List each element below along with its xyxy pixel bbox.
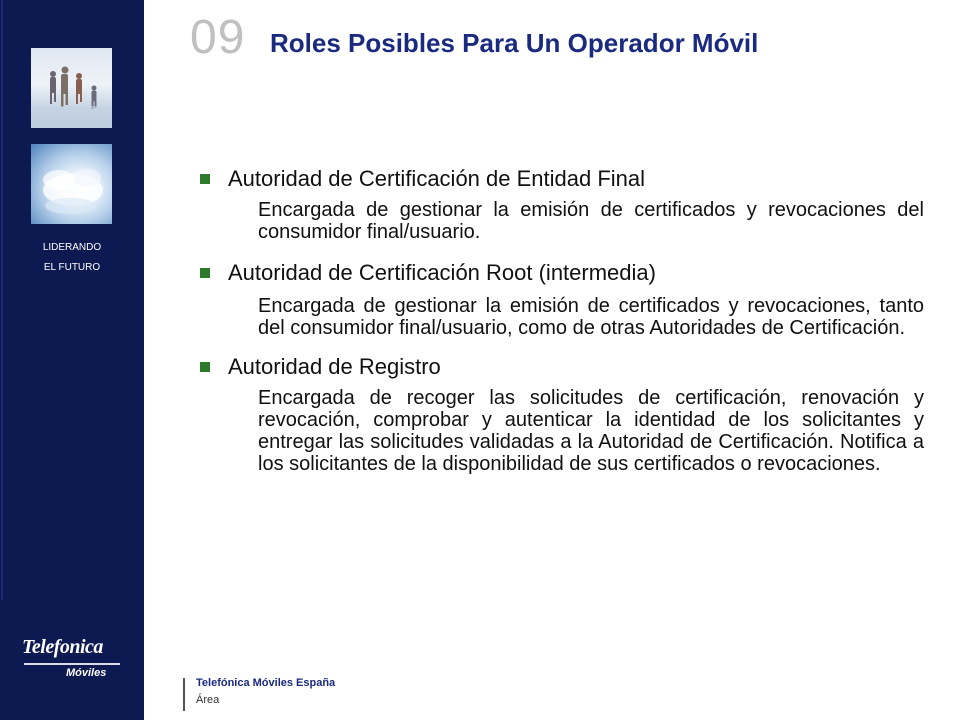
footer-area: Área (196, 694, 220, 706)
footer-divider (183, 678, 185, 711)
bullet-item (200, 259, 924, 339)
logo-brand-text: Telefonica (22, 636, 103, 658)
bullet-description: Encargada de gestionar la emisión de certificados y revocaciones del consumidor final/usuario. (258, 199, 924, 243)
section-number: 09 (190, 11, 246, 64)
logo-sub-text: Móviles (66, 667, 107, 679)
tagline-line-1: LIDERANDO (42, 242, 102, 253)
bullet-square-icon (200, 174, 210, 184)
clouds-photo (31, 144, 112, 224)
bullet-square-icon (200, 268, 210, 278)
people-photo (31, 48, 112, 128)
bullet-heading: Autoridad de Certificación Root (intermedia) (228, 260, 656, 285)
sidebar-divider (1, 0, 3, 600)
bullet-list (200, 165, 924, 475)
tagline-line-2: EL FUTURO (43, 262, 101, 273)
bullet-item (200, 353, 924, 475)
bullet-heading-row (200, 165, 924, 193)
footer-company: Telefónica Móviles España (196, 677, 336, 689)
bullet-item (200, 165, 924, 243)
bullet-description: Encargada de gestionar la emisión de certificados y revocaciones, tanto del consumidor final/usuario, como de otras Autoridades de Certificación. (258, 295, 924, 339)
sidebar-tagline (0, 238, 144, 278)
sidebar (0, 0, 144, 720)
bullet-heading-row (200, 353, 924, 381)
telefonica-moviles-logo (22, 636, 132, 686)
bullet-description: Encargada de recoger las solicitudes de certificación, renovación y revocación, comprobar y autenticar la identidad de los solicitantes y entregar las solicitudes validadas a la Autoridad de Certificación. Notifica a los solicitantes de la disponibilidad de sus certificados o revocaciones. (258, 387, 924, 475)
logo-rule (24, 663, 120, 665)
slide-title: Roles Posibles Para Un Operador Móvil (270, 28, 759, 58)
bullet-heading: Autoridad de Registro (228, 354, 441, 379)
bullet-heading-row (200, 259, 924, 287)
bullet-heading: Autoridad de Certificación de Entidad Final (228, 166, 646, 191)
bullet-square-icon (200, 362, 210, 372)
